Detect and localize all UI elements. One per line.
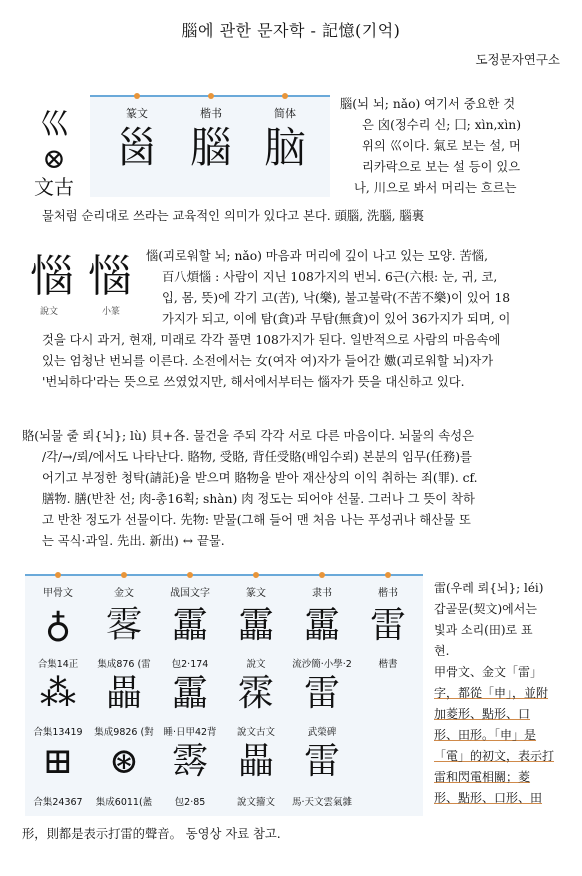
text-line: 雷和閃電相關；菱 (434, 770, 531, 784)
page-title: 腦에 관한 문자학 - 記憶(기억) (181, 21, 401, 40)
paragraph-lei (434, 578, 562, 809)
header-dot (385, 572, 391, 578)
column-header: 简体 (274, 107, 296, 120)
ancient-glyph-nao (26, 108, 82, 200)
glyph-cell: 靁 (237, 605, 274, 646)
header-dot (282, 93, 288, 99)
text-line: 위의 巛이다. 氣로 보는 설, 머 (362, 139, 521, 153)
column-header: 甲骨文 (43, 588, 73, 599)
text-line: 것을 다시 과거, 현재, 미래로 각각 풀면 108가지가 된다. 일반적으로 사람의 마음속에 (42, 333, 501, 347)
text-line: 현. (434, 644, 450, 658)
glyph-cell: 靁 (171, 673, 208, 714)
table-column (102, 105, 172, 175)
column-header: 战国文字 (170, 588, 210, 599)
glyph-source: 合集14正 (37, 659, 79, 670)
text-line: 惱(괴로워할 뇌; nǎo) 마음과 머리에 깊이 나고 있는 모양. 苦惱, (146, 249, 488, 263)
glyph-source: 包2·174 (171, 659, 209, 670)
glyph-source: 說文古文 (236, 727, 275, 738)
glyph-source: 合集24367 (33, 797, 83, 808)
text-line: 加菱形、點形、口 (434, 707, 531, 721)
glyph-cell: 雷 (369, 605, 406, 646)
paragraph-nao-2 (42, 206, 562, 227)
text-line: 甲骨文、金文「雷」 (434, 665, 543, 679)
glyph-source: 集成9826 (對 (94, 727, 154, 738)
glyph-cell: 畾 (105, 673, 142, 714)
glyph-cell: 靁 (303, 605, 340, 646)
text-line: 賂(뇌물 줄 뢰{뇌}; lù) 貝+各. 물건을 주되 각각 서로 다른 마음이다. 뇌물의 속성은 (22, 429, 475, 443)
header-dot (134, 93, 140, 99)
table-column (250, 105, 320, 175)
glyph-source: 睡·日甲42背 (163, 727, 217, 738)
text-line: 물처럼 순리대로 쓰라는 교육적인 의미가 있다고 본다. 頭腦, 洗腦, 腦裏 (42, 209, 425, 223)
header-dot (319, 572, 325, 578)
column-header: 金文 (114, 588, 134, 599)
text-line: 가지가 되고, 이에 탐(貪)과 무탐(無貪)이 있어 36가지가 되며, 이 (162, 312, 511, 326)
column-header: 楷书 (378, 588, 398, 599)
glyph-cell: 脑 (263, 123, 306, 172)
glyph-cell: ⊛ (108, 741, 140, 782)
text-line: 빛과 소리(田)로 표 (434, 623, 533, 637)
glyph-cell: 𩂯 (237, 673, 274, 714)
glyph-source: 合集13419 (33, 727, 83, 738)
paragraph-noe (22, 426, 562, 552)
glyph-label: 文古 (34, 175, 74, 199)
text-line: 腦(뇌 뇌; nǎo) 여기서 중요한 것 (340, 97, 516, 111)
text-line: 는 곡식·과일. 先出. 新出) ↔ 끝물. (42, 534, 225, 548)
ancient-glyph-nao-mind (26, 240, 144, 320)
script-forms-table-lei (25, 574, 423, 816)
header-dot (121, 572, 127, 578)
glyph-cell: 雷 (303, 673, 340, 714)
text-line: 입, 몸, 뜻)에 각기 고(苦), 낙(樂), 불고불락(不苦不樂)이 있어 18 (162, 291, 511, 305)
paragraph-nao-mind-cont (42, 330, 562, 393)
text-line: 字，都從「申」，並附 (434, 686, 549, 700)
glyph-source: 流沙簡·小學·2 (292, 659, 352, 670)
glyph-cell: 雷 (303, 741, 340, 782)
header-dot (253, 572, 259, 578)
script-forms-table-nao (90, 95, 330, 197)
glyph-source: 武榮碑 (307, 727, 337, 738)
glyph-source: 馬·天文雲氣雜 (291, 797, 353, 808)
glyph-cell: 畾 (237, 741, 274, 782)
glyph-source: 說文 (246, 659, 266, 670)
column-header: 楷书 (200, 107, 222, 120)
glyph-cell: ♁ (44, 605, 72, 646)
text-line: 「電」的初文，表示打 (434, 749, 555, 763)
glyph-caption: 小篆 (102, 307, 121, 317)
glyph-source: 集成876 (雷 (97, 659, 151, 670)
text-line: 膳物. 膳(반찬 선; 肉-총16획; shàn) 肉 정도는 되어야 선물. 그러나 그 뜻이 착하 (42, 492, 475, 506)
paragraph-nao-1 (340, 94, 562, 199)
text-line: 고 반찬 정도가 선물이다. 先物: 맏물(그해 들어 맨 처음 나는 푸성귀나 해산물 또 (42, 513, 471, 527)
glyph-cell: ⊞ (42, 741, 74, 782)
text-line: 어기고 부정한 청탁(請託)을 받으며 賂物을 받아 재산상의 이익 취하는 죄(罪). cf. (42, 471, 478, 485)
text-line: 形、點形、口形、田 (434, 791, 543, 805)
institute-name: 도정문자연구소 (475, 52, 560, 67)
glyph-source: 楷書 (378, 659, 398, 670)
text-line: 갑골문(契文)에서는 (434, 602, 537, 616)
glyph-source: 包2·85 (174, 797, 206, 808)
glyph-cell: 𡿺 (115, 123, 158, 172)
header-dot (55, 572, 61, 578)
text-line: 은 囟(정수리 신; 囗; xìn,xìn) (362, 118, 521, 132)
header-dot (187, 572, 193, 578)
text-line: 雷(우레 뢰{뇌}; léi) (434, 581, 544, 595)
text-line: 形、田形。「申」是 (434, 728, 537, 742)
glyph-cell: ⁂ (40, 673, 76, 714)
column-header: 篆文 (126, 107, 148, 120)
glyph-top: 巛 (39, 107, 69, 142)
column-header: 篆文 (246, 588, 266, 599)
table-column (176, 105, 246, 175)
paragraph-lei-tail (22, 824, 562, 845)
glyph-middle: ⊗ (42, 142, 66, 175)
glyph-seal-1: 惱 (30, 251, 74, 302)
glyph-seal-2: 惱 (88, 251, 132, 302)
paragraph-nao-mind (146, 246, 562, 330)
glyph-source: 集成6011(盠 (95, 797, 153, 808)
column-header: 隶书 (312, 588, 332, 599)
text-line: '번뇌하다'라는 뜻으로 쓰였었지만, 해서에서부터는 惱자가 뜻을 대신하고 있다. (42, 375, 465, 389)
glyph-cell: 𩂣 (105, 605, 142, 646)
glyph-cell: 靁 (171, 605, 208, 646)
glyph-caption: 說文 (40, 307, 59, 317)
text-line: 있는 엄청난 번뇌를 이른다. 소전에서는 女(여자 여)자가 들어간 嫐(괴로워할 뇌)자가 (42, 354, 494, 368)
header-dot (208, 93, 214, 99)
glyph-cell: 𩃬 (171, 741, 208, 782)
text-line: 百八煩惱 : 사람이 지닌 108가지의 번뇌. 6근(六根: 눈, 귀, 코, (162, 270, 498, 284)
glyph-source: 說文籀文 (236, 797, 275, 808)
text-line: 形，則都是表示打雷的聲音。 동영상 자료 참고. (22, 827, 281, 841)
glyph-cell: 腦 (189, 123, 232, 172)
text-line: 나, 川으로 봐서 머리는 흐르는 (354, 181, 517, 195)
text-line: 리카락으로 보는 설 등이 있으 (362, 160, 521, 174)
text-line: /각/→/뢰/에서도 나타난다. 賂物, 受賂, 背任受賂(배임수뢰) 본분의 임무(任務)를 (42, 450, 472, 464)
